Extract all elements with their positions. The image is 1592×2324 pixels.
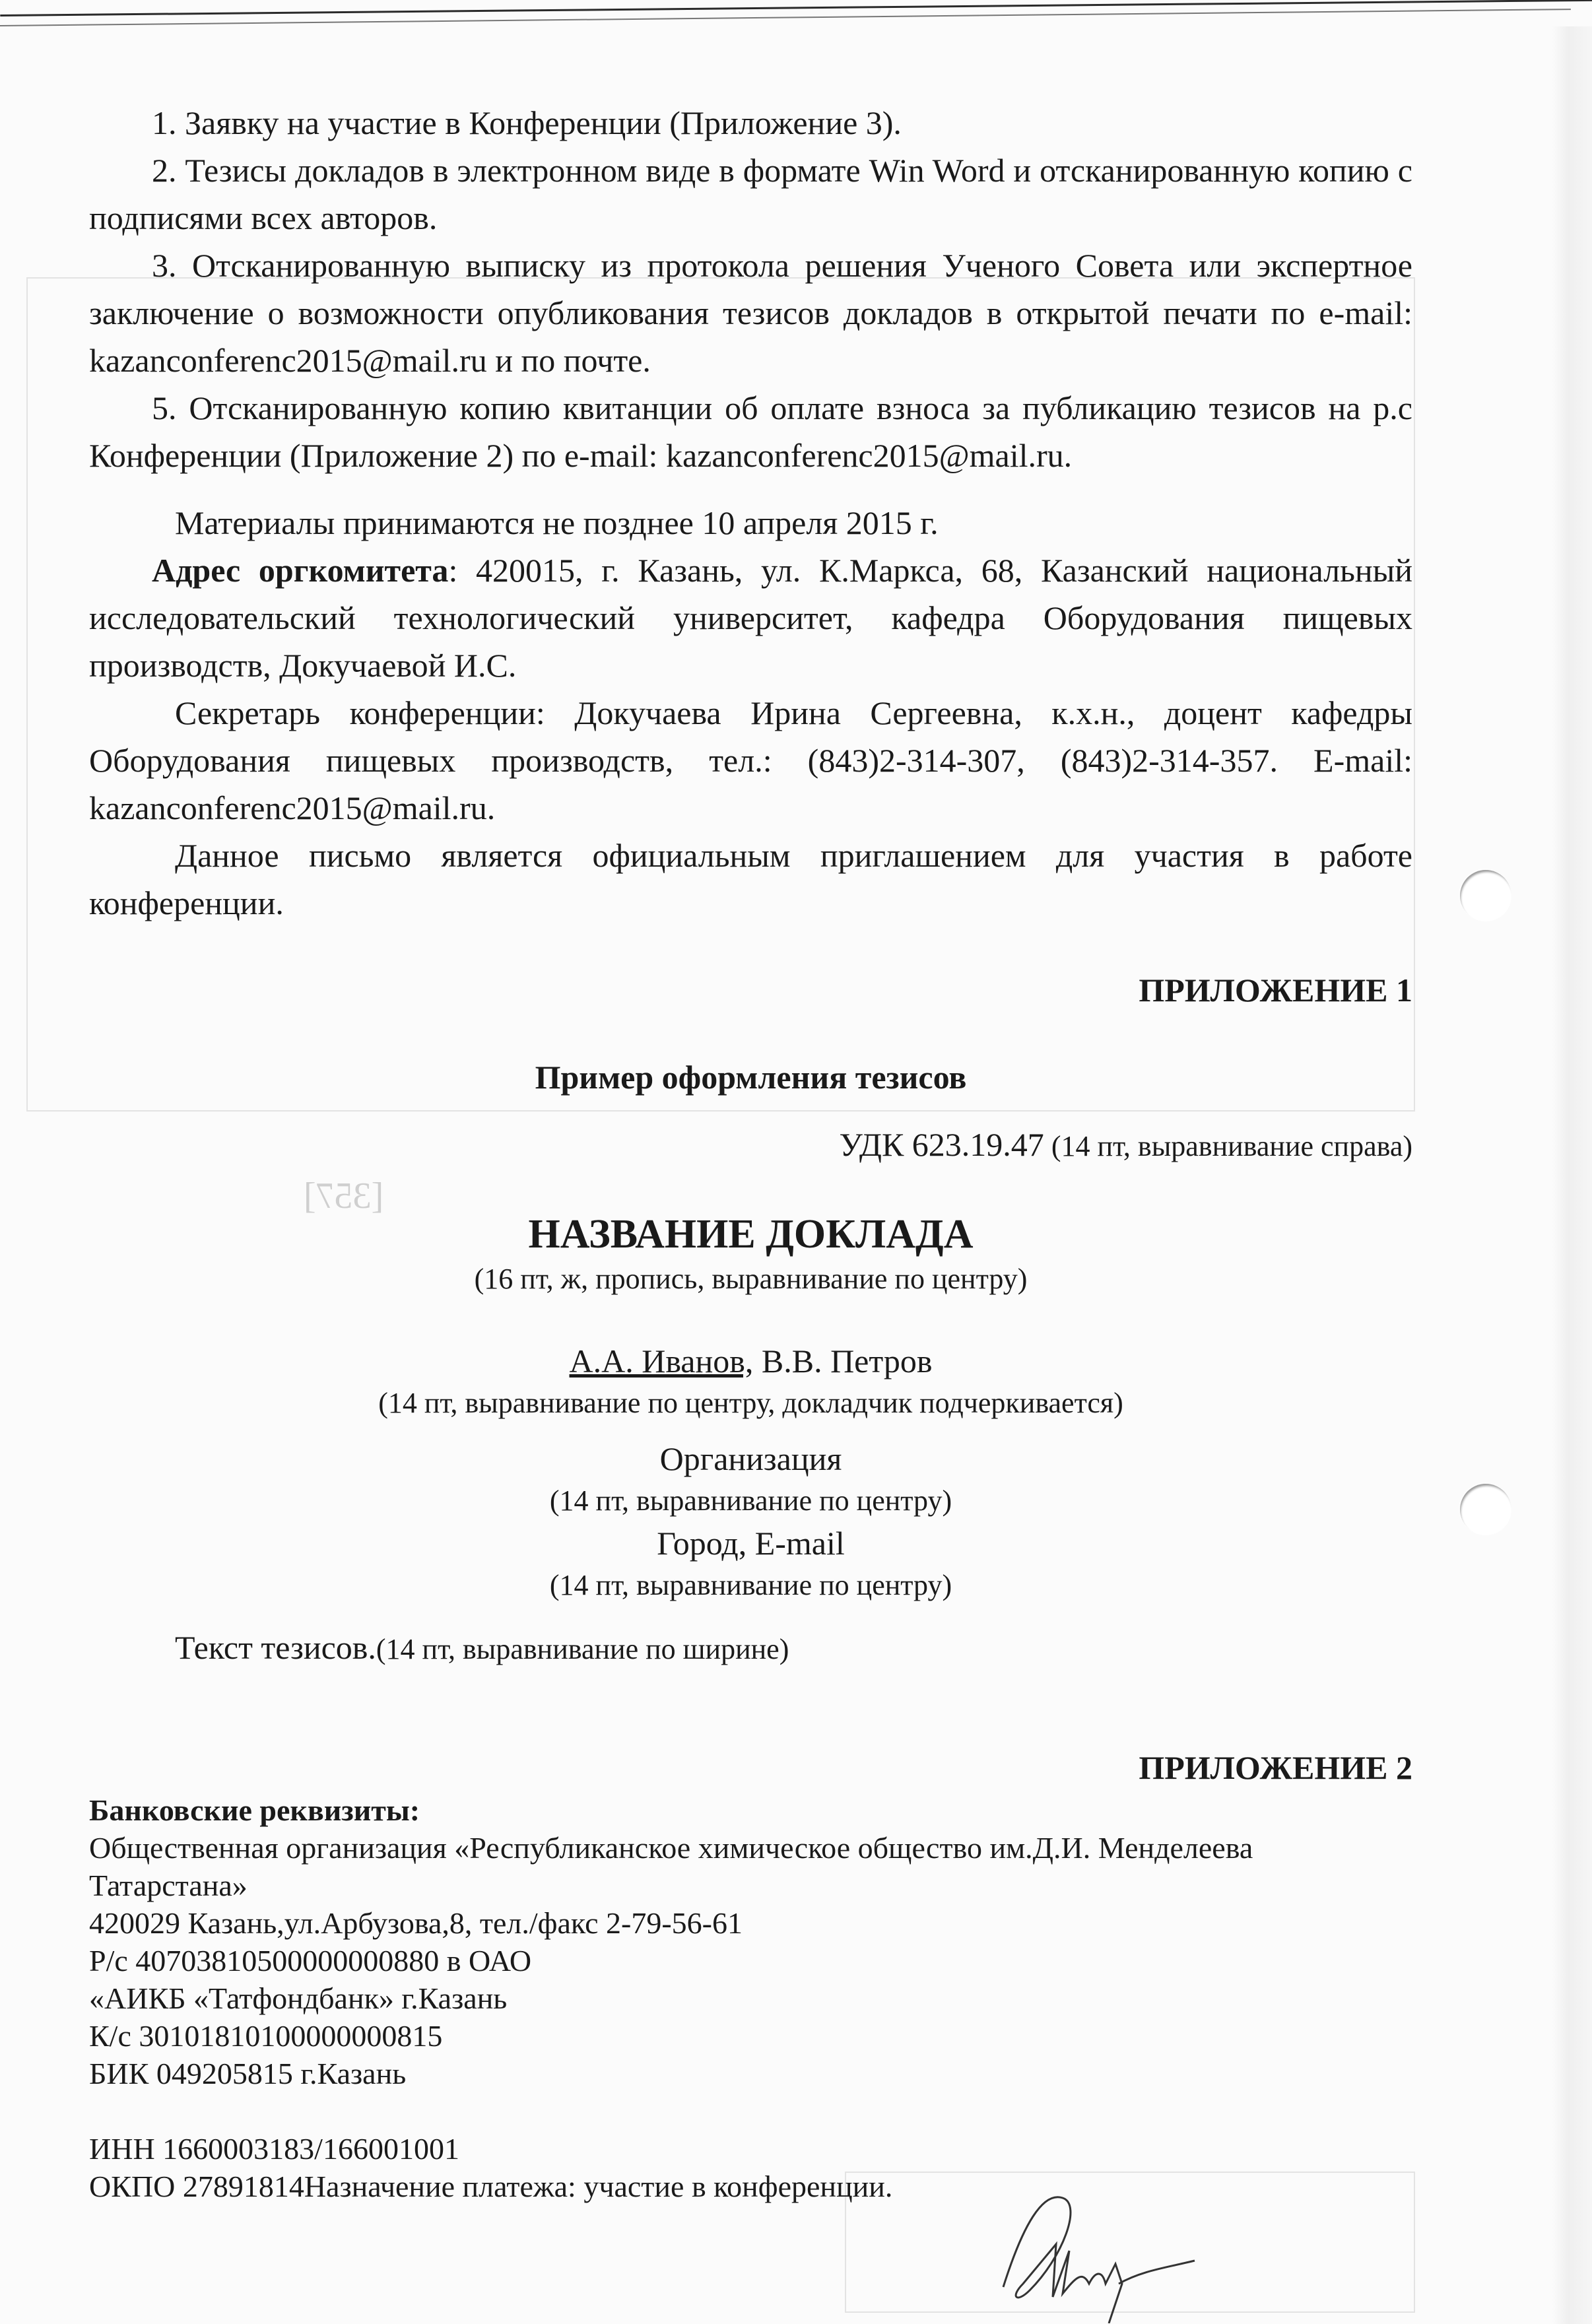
co-author: В.В. Петров xyxy=(753,1343,933,1379)
udk-line xyxy=(89,1121,1412,1168)
requirement-item: 1. Заявку на участие в Конференции (Приложение 3). xyxy=(152,104,902,141)
sample-format-title: Пример оформления тезисов xyxy=(535,1059,967,1096)
page-edge-shadow xyxy=(1552,26,1592,2324)
requirement-item: 3. Отсканированную выписку из протокола решения Ученого Совета или экспертное заключение о возможности опубликования тезисов докладов в открытой печати по e-mail: kazanconferenc2015@mail.ru и по почте. xyxy=(89,247,1412,379)
body-text-label: Текст тезисов. xyxy=(175,1629,376,1666)
report-title: НАЗВАНИЕ ДОКЛАДА xyxy=(528,1212,974,1257)
document-body xyxy=(89,99,1412,2205)
udk-code: УДК 623.19.47 xyxy=(839,1126,1044,1163)
organization-note: (14 пт, выравнивание по центру) xyxy=(549,1484,952,1517)
bank-detail-line: 420029 Казань,ул.Арбузова,8, тел./факс 2-79-56-61 xyxy=(89,1906,743,1940)
punch-hole xyxy=(1460,870,1511,921)
report-title-note: (16 пт, ж, пропись, выравнивание по центру) xyxy=(474,1263,1028,1295)
udk-note: (14 пт, выравнивание справа) xyxy=(1044,1130,1412,1162)
bank-detail-line: Р/с 40703810500000000880 в ОАО xyxy=(89,1944,532,1977)
handwritten-mark: [357] xyxy=(304,1176,384,1216)
bank-detail-line: «АИКБ «Татфондбанк» г.Казань xyxy=(89,1981,508,2015)
requirement-item: 5. Отсканированную копию квитанции об оплате взноса за публикацию тезисов на р.с Конференции (Приложение 2) по e-mail: kazanconferenc2015@mail.ru. xyxy=(89,389,1412,474)
authors-note: (14 пт, выравнивание по центру, докладчик подчеркивается) xyxy=(378,1387,1123,1419)
orgcommittee-address xyxy=(89,547,1412,689)
secretary-info: Секретарь конференции: Докучаева Ирина Сергеевна, к.х.н., доцент кафедры Оборудования пищевых производств, тел.: (843)2-314-307, (843)2-314-357. E-mail: kazanconferenc2015@mail.ru. xyxy=(89,694,1412,826)
appendix-2-heading: ПРИЛОЖЕНИЕ 2 xyxy=(1139,1749,1412,1786)
bank-details-title: Банковские реквизиты: xyxy=(89,1793,420,1827)
organization: Организация xyxy=(659,1440,842,1477)
handwritten-signature xyxy=(983,2185,1247,2323)
bank-detail-line: Общественная организация «Республиканское химическое общество им.Д.И. Менделеева Татарстана» xyxy=(89,1831,1253,1902)
speaker-author: А.А. Иванов, xyxy=(569,1343,754,1379)
body-text-sample xyxy=(89,1624,1412,1671)
bank-detail-line: БИК 049205815 г.Казань xyxy=(89,2057,407,2090)
deadline-text: Материалы принимаются не позднее 10 апреля 2015 г. xyxy=(175,504,939,541)
address-text: : 420015, г. Казань, ул. К.Маркса, 68, Казанский национальный исследовательский технологический университет, кафедра Оборудования пищевых производств, Докучаевой И.С. xyxy=(89,552,1412,684)
bank-detail-line: К/с 30101810100000000815 xyxy=(89,2019,443,2053)
punch-hole xyxy=(1460,1484,1511,1535)
bank-details xyxy=(89,1791,1412,2205)
city-email-note: (14 пт, выравнивание по центру) xyxy=(549,1569,952,1601)
scan-edge xyxy=(0,0,1592,17)
body-text-note: (14 пт, выравнивание по ширине) xyxy=(376,1633,789,1665)
bank-detail-line: ИНН 1660003183/166001001 xyxy=(89,2132,459,2166)
authors xyxy=(89,1337,1412,1385)
requirement-item: 2. Тезисы докладов в электронном виде в формате Win Word и отсканированную копию с подписями всех авторов. xyxy=(89,152,1412,236)
appendix-1-heading: ПРИЛОЖЕНИЕ 1 xyxy=(1139,972,1412,1009)
bank-detail-line: ОКПО 27891814Назначение платежа: участие в конференции. xyxy=(89,2170,893,2203)
invitation-text: Данное письмо является официальным приглашением для участия в работе конференции. xyxy=(89,837,1412,921)
city-email: Город, E-mail xyxy=(657,1525,845,1562)
address-label: Адрес оргкомитета xyxy=(152,552,449,589)
